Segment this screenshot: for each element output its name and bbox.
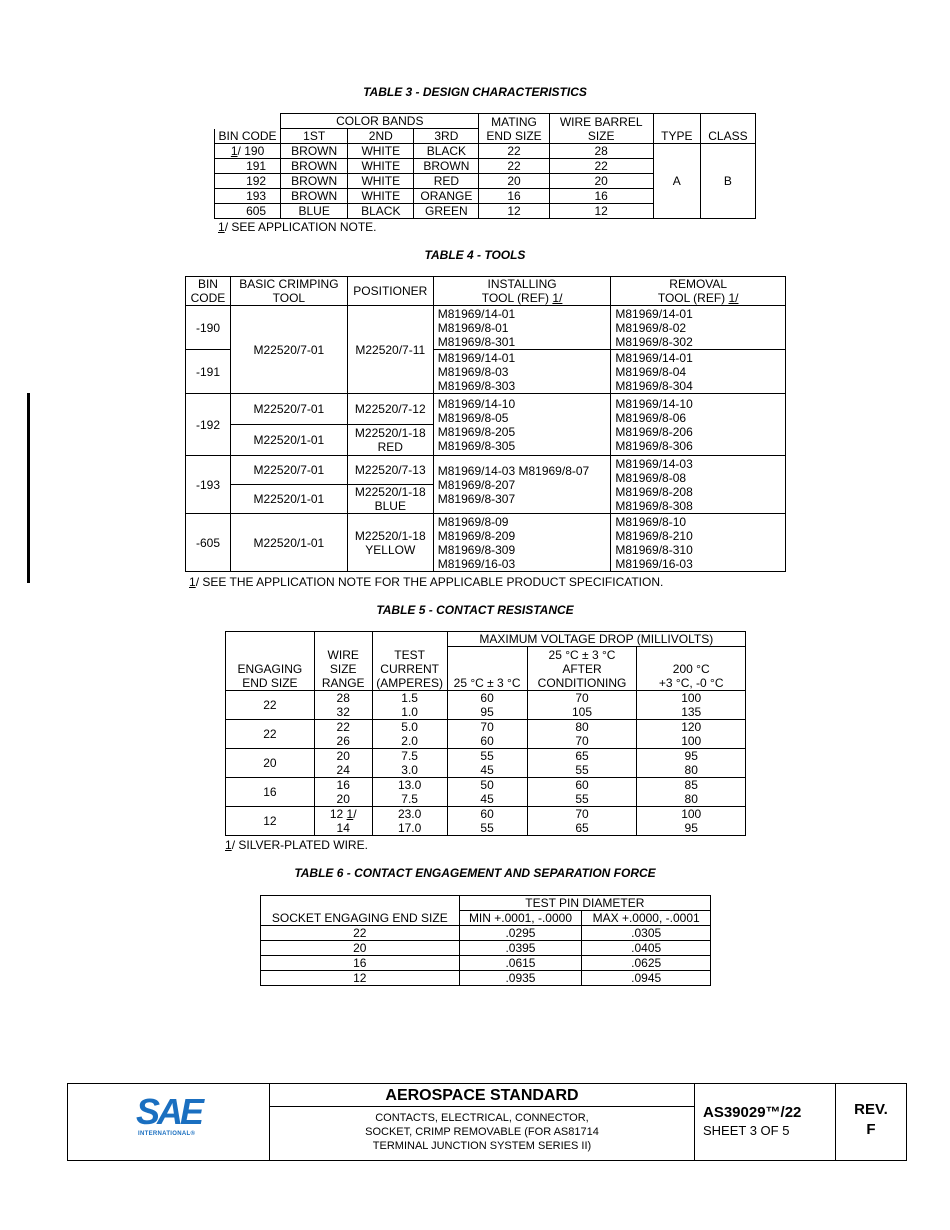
t4-h-installing-ref: 1/	[552, 291, 563, 305]
t3-bin: 605	[215, 204, 281, 219]
t3-h-class: CLASS	[700, 114, 755, 144]
table-row	[186, 394, 786, 425]
t5-wire: 16 20	[314, 778, 372, 807]
t5-v1: 50 45	[447, 778, 527, 807]
t4-bin: -190	[186, 306, 231, 350]
t4-note-mark: 1	[189, 575, 196, 589]
t5-size: 22	[226, 691, 315, 720]
t3-mating: 12	[479, 204, 549, 219]
t3-note-text: / SEE APPLICATION NOTE.	[224, 220, 377, 234]
t4-bin: -605	[186, 514, 231, 572]
t4-h-installing-text: INSTALLING TOOL (REF)	[481, 277, 557, 305]
t4-install: M81969/14-03 M81969/8-07 M81969/8-207 M81969/8-307	[433, 456, 611, 514]
t5-h-t2: 25 °C ± 3 °C AFTER CONDITIONING	[527, 647, 637, 691]
t6-max: .0625	[582, 956, 711, 971]
t3-bin: 193	[215, 189, 281, 204]
t3-ref-mark: 1	[230, 144, 238, 158]
t6-max: .0945	[582, 971, 711, 986]
t5-v1: 60 95	[447, 691, 527, 720]
t4-crimp: M22520/1-01	[230, 425, 347, 456]
t3-mating: 22	[479, 159, 549, 174]
t3-c3: GREEN	[414, 204, 479, 219]
t3-c3: BROWN	[414, 159, 479, 174]
table-row	[261, 941, 711, 956]
t3-bin: 192	[215, 174, 281, 189]
t5-v1: 70 60	[447, 720, 527, 749]
t5-wire: 22 26	[314, 720, 372, 749]
t5-current: 5.0 2.0	[372, 720, 447, 749]
t5-v3: 95 80	[637, 749, 746, 778]
t5-wire	[314, 807, 372, 836]
t4-h-positioner: POSITIONER	[347, 277, 433, 306]
table-row	[226, 778, 746, 807]
t4-positioner: M22520/7-12	[347, 394, 433, 425]
t5-wire: 20 24	[314, 749, 372, 778]
change-bar	[27, 393, 30, 583]
t3-c1: BROWN	[281, 189, 348, 204]
t4-h-removal	[611, 277, 786, 306]
t6-size: 12	[261, 971, 460, 986]
table-row	[186, 456, 786, 485]
t3-bin: 191	[215, 159, 281, 174]
t3-type: A	[653, 144, 700, 219]
t6-size: 16	[261, 956, 460, 971]
t3-c1: BROWN	[281, 159, 348, 174]
t5-v1: 55 45	[447, 749, 527, 778]
table5-note	[225, 838, 368, 852]
t3-h-bin: BIN CODE	[215, 129, 281, 144]
table-row	[186, 306, 786, 350]
t3-corner	[215, 114, 281, 129]
table6-title: TABLE 6 - CONTACT ENGAGEMENT AND SEPARATION FORCE	[294, 866, 656, 880]
t5-size: 20	[226, 749, 315, 778]
t3-h-color-bands: COLOR BANDS	[281, 114, 479, 129]
table-row	[261, 971, 711, 986]
t6-min: .0295	[459, 926, 582, 941]
doc-number-cell	[695, 1084, 836, 1160]
t3-mating: 22	[479, 144, 549, 159]
t6-h-socket: SOCKET ENGAGING END SIZE	[261, 896, 460, 926]
t4-crimp: M22520/7-01	[230, 394, 347, 425]
table6	[260, 895, 711, 986]
t5-h-t3: 200 °C +3 °C, -0 °C	[637, 647, 746, 691]
t6-min: .0615	[459, 956, 582, 971]
t5-note-text: / SILVER-PLATED WIRE.	[231, 838, 368, 852]
t5-size: 12	[226, 807, 315, 836]
t4-crimp: M22520/7-01	[230, 306, 347, 394]
t3-h-2nd: 2ND	[348, 129, 414, 144]
t5-note-mark: 1	[225, 838, 232, 852]
t5-v3: 100 135	[637, 691, 746, 720]
t5-wire: 28 32	[314, 691, 372, 720]
t5-current: 23.0 17.0	[372, 807, 447, 836]
t4-h-installing	[433, 277, 611, 306]
t5-size: 22	[226, 720, 315, 749]
t4-remove: M81969/8-10 M81969/8-210 M81969/8-310 M81969/16-03	[611, 514, 786, 572]
doc-number: AS39029™/22	[703, 1104, 802, 1121]
t4-positioner: M22520/1-18 YELLOW	[347, 514, 433, 572]
t6-h-min: MIN +.0001, -.0000	[459, 911, 582, 926]
t6-min: .0395	[459, 941, 582, 956]
t3-c3: RED	[414, 174, 479, 189]
t3-bin: / 190	[237, 144, 265, 158]
t6-max: .0305	[582, 926, 711, 941]
t4-install: M81969/14-01 M81969/8-01 M81969/8-301	[433, 306, 611, 350]
sae-logo-sub-text: INTERNATIONAL	[138, 1131, 191, 1137]
t3-mating: 16	[479, 189, 549, 204]
t4-crimp: M22520/1-01	[230, 485, 347, 514]
t5-size: 16	[226, 778, 315, 807]
table-row	[226, 691, 746, 720]
t3-c3: ORANGE	[414, 189, 479, 204]
t5-v2: 60 55	[527, 778, 637, 807]
t3-c2: BLACK	[348, 204, 414, 219]
t5-h-max-drop: MAXIMUM VOLTAGE DROP (MILLIVOLTS)	[447, 632, 745, 647]
t4-install: M81969/14-01 M81969/8-03 M81969/8-303	[433, 350, 611, 394]
t5-h-t1: 25 °C ± 3 °C	[447, 647, 527, 691]
t4-remove: M81969/14-10 M81969/8-06 M81969/8-206 M81969/8-306	[611, 394, 786, 456]
t5-current: 7.5 3.0	[372, 749, 447, 778]
table-row	[226, 807, 746, 836]
table-row	[261, 956, 711, 971]
table-row	[215, 144, 756, 159]
t5-v1: 60 55	[447, 807, 527, 836]
document-description: CONTACTS, ELECTRICAL, CONNECTOR, SOCKET, CRIMP REMOVABLE (FOR AS81714 TERMINAL JUNCTION SYSTEM SERIES II)	[365, 1112, 599, 1152]
t5-v3: 120 100	[637, 720, 746, 749]
t3-c3: BLACK	[414, 144, 479, 159]
t4-remove: M81969/14-01 M81969/8-02 M81969/8-302	[611, 306, 786, 350]
sae-logo: SAE	[136, 1091, 202, 1132]
rev-value: F	[866, 1121, 876, 1138]
t4-crimp: M22520/1-01	[230, 514, 347, 572]
table5-title: TABLE 5 - CONTACT RESISTANCE	[376, 603, 574, 617]
t4-note-text: / SEE THE APPLICATION NOTE FOR THE APPLICABLE PRODUCT SPECIFICATION.	[195, 575, 664, 589]
t3-c2: WHITE	[348, 189, 414, 204]
t4-remove: M81969/14-01 M81969/8-04 M81969/8-304	[611, 350, 786, 394]
t5-current: 13.0 7.5	[372, 778, 447, 807]
t3-mating: 20	[479, 174, 549, 189]
t4-h-removal-text: REMOVAL TOOL (REF)	[657, 277, 728, 305]
t3-h-type: TYPE	[653, 114, 700, 144]
t4-remove: M81969/14-03 M81969/8-08 M81969/8-208 M81969/8-308	[611, 456, 786, 514]
sheet-number: SHEET 3 OF 5	[703, 1123, 790, 1138]
t3-c2: WHITE	[348, 174, 414, 189]
t6-h-test-pin: TEST PIN DIAMETER	[459, 896, 710, 911]
t4-bin: -193	[186, 456, 231, 514]
t4-install: M81969/8-09 M81969/8-209 M81969/8-309 M81969/16-03	[433, 514, 611, 572]
t4-positioner: M22520/7-11	[347, 306, 433, 394]
t3-wire: 12	[549, 204, 653, 219]
t4-crimp: M22520/7-01	[230, 456, 347, 485]
t3-c1: BROWN	[281, 174, 348, 189]
t6-min: .0935	[459, 971, 582, 986]
t5-h-engaging: ENGAGING END SIZE	[226, 632, 315, 691]
t3-h-mating: MATING END SIZE	[479, 114, 549, 144]
t4-bin: -192	[186, 394, 231, 456]
t5-current: 1.5 1.0	[372, 691, 447, 720]
table5	[225, 631, 746, 836]
t6-size: 20	[261, 941, 460, 956]
t3-c2: WHITE	[348, 159, 414, 174]
table4-title: TABLE 4 - TOOLS	[424, 248, 526, 262]
t6-h-max: MAX +.0000, -.0001	[582, 911, 711, 926]
t4-bin: -191	[186, 350, 231, 394]
sae-logo-reg: ®	[190, 1131, 196, 1137]
table-row	[186, 514, 786, 572]
t4-positioner: M22520/1-18 BLUE	[347, 485, 433, 514]
t3-wire: 16	[549, 189, 653, 204]
t5-h-current: TEST CURRENT (AMPERES)	[372, 632, 447, 691]
t4-h-crimp: BASIC CRIMPING TOOL	[230, 277, 347, 306]
table-row	[226, 749, 746, 778]
t4-install: M81969/14-10 M81969/8-05 M81969/8-205 M81969/8-305	[433, 394, 611, 456]
t5-wire-a: 12	[329, 807, 347, 821]
t5-v3: 100 95	[637, 807, 746, 836]
t5-v3: 85 80	[637, 778, 746, 807]
title-block	[67, 1083, 907, 1161]
t3-h-3rd: 3RD	[414, 129, 479, 144]
t4-positioner: M22520/1-18 RED	[347, 425, 433, 456]
table3-title: TABLE 3 - DESIGN CHARACTERISTICS	[363, 85, 587, 99]
revision-cell	[836, 1084, 906, 1160]
t5-wire-ref: 1	[346, 807, 354, 821]
t3-c2: WHITE	[348, 144, 414, 159]
t3-c1: BLUE	[281, 204, 348, 219]
rev-label: REV.	[854, 1101, 888, 1118]
t5-v2: 70 65	[527, 807, 637, 836]
t5-wire-b: / 14	[336, 807, 357, 835]
t3-h-1st: 1ST	[281, 129, 348, 144]
t6-max: .0405	[582, 941, 711, 956]
sae-logo-sub	[138, 1131, 195, 1137]
table-row	[226, 720, 746, 749]
t3-wire: 20	[549, 174, 653, 189]
t3-wire: 22	[549, 159, 653, 174]
table4-note	[189, 575, 663, 589]
t4-h-bin: BIN CODE	[186, 277, 231, 306]
t3-class: B	[700, 144, 755, 219]
t5-v2: 70 105	[527, 691, 637, 720]
t3-h-wire-barrel: WIRE BARREL SIZE	[549, 114, 653, 144]
t5-v2: 65 55	[527, 749, 637, 778]
t3-note-mark: 1	[218, 220, 225, 234]
aerospace-standard-heading: AEROSPACE STANDARD	[270, 1084, 694, 1107]
table3	[214, 113, 756, 219]
title-cell	[270, 1084, 695, 1160]
t3-c1: BROWN	[281, 144, 348, 159]
table-row	[261, 926, 711, 941]
table4	[185, 276, 786, 572]
t5-v2: 80 70	[527, 720, 637, 749]
logo-cell	[68, 1084, 270, 1160]
t3-wire: 28	[549, 144, 653, 159]
t4-positioner: M22520/7-13	[347, 456, 433, 485]
table3-note	[218, 220, 377, 234]
t5-h-wire: WIRE SIZE RANGE	[314, 632, 372, 691]
t6-size: 22	[261, 926, 460, 941]
t4-h-removal-ref: 1/	[728, 291, 739, 305]
